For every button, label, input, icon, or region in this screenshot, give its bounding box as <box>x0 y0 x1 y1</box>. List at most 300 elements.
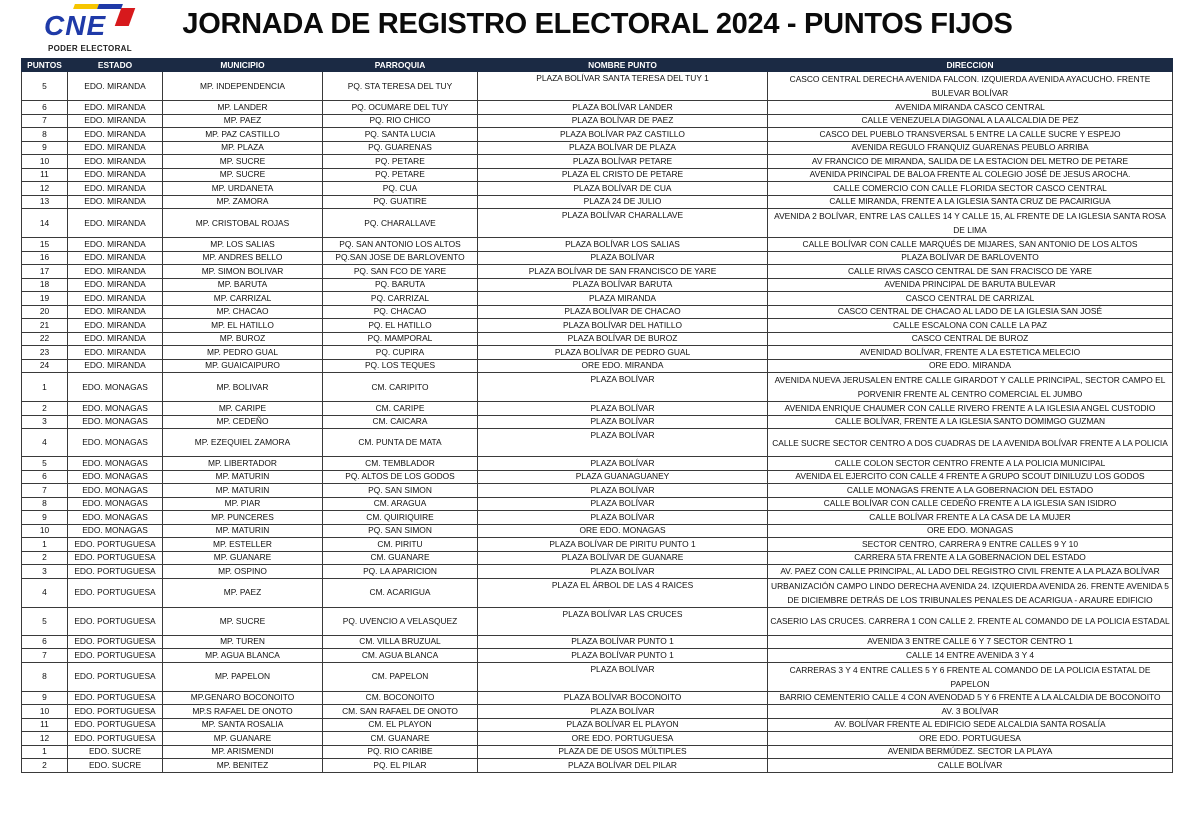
cell-nombre-punto: PLAZA BOLÍVAR <box>478 429 768 457</box>
cell-nombre-punto: PLAZA BOLÍVAR <box>478 565 768 579</box>
cell-puntos: 10 <box>22 705 68 719</box>
table-row <box>22 155 1173 169</box>
cell-direccion: AVENIDA EL EJERCITO CON CALLE 4 FRENTE A GRUPO SCOUT DINILUZU LOS GODOS <box>768 470 1173 484</box>
cell-direccion: CALLE MONAGAS FRENTE A LA GOBERNACION DEL ESTADO <box>768 484 1173 498</box>
table-row <box>22 551 1173 565</box>
cell-direccion: BARRIO CEMENTERIO CALLE 4 CON AVENODAD 5 Y 6 FRENTE A LA ALCALDIA DE BOCONOITO <box>768 691 1173 705</box>
cell-nombre-punto: PLAZA BOLÍVAR PUNTO 1 <box>478 635 768 649</box>
cell-estado: EDO. PORTUGUESA <box>68 649 163 663</box>
cell-puntos: 8 <box>22 128 68 142</box>
cell-direccion: CALLE SUCRE SECTOR CENTRO A DOS CUADRAS DE LA AVENIDA BOLÍVAR FRENTE A LA POLICIA <box>768 429 1173 457</box>
table-row <box>22 745 1173 759</box>
cell-nombre-punto: ORE EDO. PORTUGUESA <box>478 732 768 746</box>
cell-puntos: 4 <box>22 429 68 457</box>
table-row <box>22 415 1173 429</box>
cell-parroquia: PQ. GUATIRE <box>323 195 478 209</box>
cell-direccion: CALLE COMERCIO CON CALLE FLORIDA SECTOR CASCO CENTRAL <box>768 182 1173 196</box>
table-row <box>22 402 1173 416</box>
cell-estado: EDO. PORTUGUESA <box>68 662 163 691</box>
table-row <box>22 101 1173 115</box>
cell-municipio: MP. LANDER <box>163 101 323 115</box>
cell-direccion: SECTOR CENTRO, CARRERA 9 ENTRE CALLES 9 Y 10 <box>768 538 1173 552</box>
cell-estado: EDO. PORTUGUESA <box>68 578 163 607</box>
cell-nombre-punto: PLAZA BOLÍVAR BARUTA <box>478 278 768 292</box>
page-header <box>0 0 1195 58</box>
cell-puntos: 1 <box>22 745 68 759</box>
cell-direccion: URBANIZACIÓN CAMPO LINDO DERECHA AVENIDA 24. IZQUIERDA AVENIDA 26. FRENTE AVENIDA 5 DE DICIEMBRE DETRÁS DE LOS TRIBUNALES PENALES DE ACARIGUA - ARAURE EDIFICIO <box>768 578 1173 607</box>
table-row <box>22 607 1173 635</box>
cell-municipio: MP. ESTELLER <box>163 538 323 552</box>
table-row <box>22 511 1173 525</box>
cell-puntos: 11 <box>22 718 68 732</box>
cell-estado: EDO. MONAGAS <box>68 373 163 402</box>
cell-nombre-punto: PLAZA BOLÍVAR DE SAN FRANCISCO DE YARE <box>478 265 768 279</box>
cell-municipio: MP. SUCRE <box>163 607 323 635</box>
cell-puntos: 10 <box>22 524 68 538</box>
cell-nombre-punto: PLAZA BOLÍVAR BOCONOITO <box>478 691 768 705</box>
cell-puntos: 3 <box>22 415 68 429</box>
cell-nombre-punto: PLAZA 24 DE JULIO <box>478 195 768 209</box>
cell-direccion: CALLE COLON SECTOR CENTRO FRENTE A LA POLICIA MUNICIPAL <box>768 457 1173 471</box>
cell-estado: EDO. MIRANDA <box>68 265 163 279</box>
cell-direccion: AVENIDA PRINCIPAL DE BARUTA BULEVAR <box>768 278 1173 292</box>
column-header-puntos: PUNTOS <box>22 59 68 72</box>
cell-parroquia: PQ. GUARENAS <box>323 141 478 155</box>
cell-direccion: CASCO CENTRAL DERECHA AVENIDA FALCON. IZQUIERDA AVENIDA AYACUCHO. FRENTE BULEVAR BOLÍVAR <box>768 72 1173 101</box>
cell-estado: EDO. MIRANDA <box>68 182 163 196</box>
cell-estado: EDO. MONAGAS <box>68 415 163 429</box>
table-header-row <box>22 59 1173 72</box>
cell-direccion: ORE EDO. MONAGAS <box>768 524 1173 538</box>
cell-nombre-punto: PLAZA GUANAGUANEY <box>478 470 768 484</box>
table-row <box>22 278 1173 292</box>
cell-municipio: MP. BOLIVAR <box>163 373 323 402</box>
cell-puntos: 6 <box>22 635 68 649</box>
cell-parroquia: PQ.SAN JOSE DE BARLOVENTO <box>323 251 478 265</box>
cell-estado: EDO. MIRANDA <box>68 292 163 306</box>
registration-points-table <box>21 58 1173 773</box>
cell-estado: EDO. SUCRE <box>68 745 163 759</box>
cell-puntos: 9 <box>22 691 68 705</box>
cell-estado: EDO. MIRANDA <box>68 278 163 292</box>
cell-parroquia: PQ. SANTA LUCIA <box>323 128 478 142</box>
column-header-direccion: DIRECCION <box>768 59 1173 72</box>
cell-estado: EDO. MIRANDA <box>68 72 163 101</box>
cell-puntos: 3 <box>22 565 68 579</box>
cell-estado: EDO. PORTUGUESA <box>68 718 163 732</box>
table-row <box>22 128 1173 142</box>
cell-municipio: MP. EZEQUIEL ZAMORA <box>163 429 323 457</box>
cell-municipio: MP. CARRIZAL <box>163 292 323 306</box>
cell-nombre-punto: PLAZA MIRANDA <box>478 292 768 306</box>
cell-direccion: CASERIO LAS CRUCES. CARRERA 1 CON CALLE 2. FRENTE AL COMANDO DE LA POLICIA ESTADAL <box>768 607 1173 635</box>
cell-puntos: 24 <box>22 359 68 373</box>
cell-direccion: AVENIDA 3 ENTRE CALLE 6 Y 7 SECTOR CENTRO 1 <box>768 635 1173 649</box>
cell-parroquia: PQ. SAN SIMON <box>323 524 478 538</box>
table-row <box>22 141 1173 155</box>
cell-municipio: MP. GUAICAIPURO <box>163 359 323 373</box>
cell-puntos: 6 <box>22 470 68 484</box>
cell-municipio: MP. CRISTOBAL ROJAS <box>163 209 323 238</box>
cell-parroquia: CM. TEMBLADOR <box>323 457 478 471</box>
cell-puntos: 1 <box>22 538 68 552</box>
cell-direccion: CALLE MIRANDA, FRENTE A LA IGLESIA SANTA CRUZ DE PACAIRIGUA <box>768 195 1173 209</box>
cell-direccion: CASCO CENTRAL DE CARRIZAL <box>768 292 1173 306</box>
cell-nombre-punto: PLAZA BOLÍVAR <box>478 511 768 525</box>
logo-subtext: PODER ELECTORAL <box>48 44 132 53</box>
cell-municipio: MP. URDANETA <box>163 182 323 196</box>
cell-municipio: MP. LOS SALIAS <box>163 238 323 252</box>
cell-estado: EDO. MIRANDA <box>68 251 163 265</box>
cell-estado: EDO. PORTUGUESA <box>68 691 163 705</box>
cell-estado: EDO. MIRANDA <box>68 319 163 333</box>
cell-estado: EDO. MIRANDA <box>68 305 163 319</box>
cell-municipio: MP.S RAFAEL DE ONOTO <box>163 705 323 719</box>
cell-estado: EDO. MIRANDA <box>68 209 163 238</box>
cell-direccion: AVENIDA BERMÚDEZ. SECTOR LA PLAYA <box>768 745 1173 759</box>
cell-nombre-punto: PLAZA BOLÍVAR DE PEDRO GUAL <box>478 346 768 360</box>
cell-parroquia: CM. PIRITU <box>323 538 478 552</box>
cell-parroquia: CM. BOCONOITO <box>323 691 478 705</box>
cell-parroquia: PQ. STA TERESA DEL TUY <box>323 72 478 101</box>
cell-direccion: ORE EDO. PORTUGUESA <box>768 732 1173 746</box>
cell-nombre-punto: PLAZA BOLÍVAR <box>478 415 768 429</box>
cell-nombre-punto: PLAZA BOLÍVAR DE CUA <box>478 182 768 196</box>
cell-nombre-punto: PLAZA BOLÍVAR LOS SALIAS <box>478 238 768 252</box>
cell-parroquia: PQ. EL PILAR <box>323 759 478 773</box>
cell-municipio: MP. TUREN <box>163 635 323 649</box>
cell-nombre-punto: PLAZA DE DE USOS MÚLTIPLES <box>478 745 768 759</box>
cell-puntos: 11 <box>22 168 68 182</box>
cell-municipio: MP.GENARO BOCONOITO <box>163 691 323 705</box>
table-row <box>22 484 1173 498</box>
cell-parroquia: PQ. ALTOS DE LOS GODOS <box>323 470 478 484</box>
cell-puntos: 22 <box>22 332 68 346</box>
cell-direccion: CALLE VENEZUELA DIAGONAL A LA ALCALDIA DE PEZ <box>768 114 1173 128</box>
cell-estado: EDO. MIRANDA <box>68 114 163 128</box>
table-row <box>22 497 1173 511</box>
table-row <box>22 457 1173 471</box>
cell-puntos: 14 <box>22 209 68 238</box>
cell-direccion: ORE EDO. MIRANDA <box>768 359 1173 373</box>
cell-direccion: CASCO DEL PUEBLO TRANSVERSAL 5 ENTRE LA CALLE SUCRE Y ESPEJO <box>768 128 1173 142</box>
cell-direccion: CARRERAS 3 Y 4 ENTRE CALLES 5 Y 6 FRENTE AL COMANDO DE LA POLICIA ESTATAL DE PAPELON <box>768 662 1173 691</box>
cell-nombre-punto: PLAZA BOLÍVAR DE GUANARE <box>478 551 768 565</box>
cell-puntos: 8 <box>22 497 68 511</box>
cell-estado: EDO. MIRANDA <box>68 332 163 346</box>
cell-nombre-punto: PLAZA BOLÍVAR <box>478 705 768 719</box>
cell-municipio: MP. PIAR <box>163 497 323 511</box>
cell-municipio: MP. EL HATILLO <box>163 319 323 333</box>
cell-parroquia: PQ. CHACAO <box>323 305 478 319</box>
table-row <box>22 759 1173 773</box>
cell-puntos: 23 <box>22 346 68 360</box>
cell-estado: EDO. MIRANDA <box>68 359 163 373</box>
cell-nombre-punto: ORE EDO. MONAGAS <box>478 524 768 538</box>
table-row <box>22 251 1173 265</box>
table-row <box>22 168 1173 182</box>
cell-direccion: AV. 3 BOLÍVAR <box>768 705 1173 719</box>
table-row <box>22 538 1173 552</box>
cell-puntos: 19 <box>22 292 68 306</box>
table-row <box>22 691 1173 705</box>
cell-parroquia: PQ. CUA <box>323 182 478 196</box>
cell-parroquia: CM. CAICARA <box>323 415 478 429</box>
cell-direccion: AVENIDAD BOLÍVAR, FRENTE A LA ESTETICA MELECIO <box>768 346 1173 360</box>
cell-puntos: 4 <box>22 578 68 607</box>
cell-puntos: 5 <box>22 457 68 471</box>
cell-nombre-punto: PLAZA BOLÍVAR DEL PILAR <box>478 759 768 773</box>
cell-nombre-punto: PLAZA BOLÍVAR PUNTO 1 <box>478 649 768 663</box>
table-row <box>22 182 1173 196</box>
cell-estado: EDO. PORTUGUESA <box>68 538 163 552</box>
cell-estado: EDO. PORTUGUESA <box>68 551 163 565</box>
table-row <box>22 635 1173 649</box>
cell-puntos: 20 <box>22 305 68 319</box>
cell-puntos: 16 <box>22 251 68 265</box>
cell-estado: EDO. MONAGAS <box>68 511 163 525</box>
cell-nombre-punto: PLAZA BOLÍVAR PETARE <box>478 155 768 169</box>
cell-direccion: PLAZA BOLÍVAR DE BARLOVENTO <box>768 251 1173 265</box>
cell-municipio: MP. INDEPENDENCIA <box>163 72 323 101</box>
cell-municipio: MP. SUCRE <box>163 155 323 169</box>
cell-direccion: CALLE ESCALONA CON CALLE LA PAZ <box>768 319 1173 333</box>
cell-puntos: 12 <box>22 182 68 196</box>
cell-estado: EDO. MIRANDA <box>68 128 163 142</box>
table-row <box>22 373 1173 402</box>
cell-municipio: MP. SIMON BOLIVAR <box>163 265 323 279</box>
cell-direccion: CALLE BOLÍVAR CON CALLE CEDEÑO FRENTE A LA IGLESIA SAN ISIDRO <box>768 497 1173 511</box>
cell-municipio: MP. MATURIN <box>163 470 323 484</box>
table-row <box>22 732 1173 746</box>
table-row <box>22 238 1173 252</box>
cell-municipio: MP. PAPELON <box>163 662 323 691</box>
cell-direccion: CALLE RIVAS CASCO CENTRAL DE SAN FRACISCO DE YARE <box>768 265 1173 279</box>
table-row <box>22 209 1173 238</box>
cell-nombre-punto: PLAZA BOLÍVAR SANTA TERESA DEL TUY 1 <box>478 72 768 101</box>
column-header-nombre-punto: NOMBRE PUNTO <box>478 59 768 72</box>
table-row <box>22 114 1173 128</box>
cell-parroquia: CM. GUANARE <box>323 551 478 565</box>
cell-parroquia: PQ. SAN SIMON <box>323 484 478 498</box>
cell-municipio: MP. PAEZ <box>163 114 323 128</box>
cell-parroquia: PQ. SAN FCO DE YARE <box>323 265 478 279</box>
cell-direccion: CALLE 14 ENTRE AVENIDA 3 Y 4 <box>768 649 1173 663</box>
cell-municipio: MP. PEDRO GUAL <box>163 346 323 360</box>
cell-puntos: 8 <box>22 662 68 691</box>
cell-direccion: CALLE BOLÍVAR <box>768 759 1173 773</box>
cell-parroquia: CM. CARIPE <box>323 402 478 416</box>
cell-puntos: 5 <box>22 72 68 101</box>
cell-parroquia: PQ. PETARE <box>323 155 478 169</box>
cell-direccion: CASCO CENTRAL DE CHACAO AL LADO DE LA IGLESIA SAN JOSÉ <box>768 305 1173 319</box>
cell-puntos: 9 <box>22 141 68 155</box>
cell-direccion: AVENIDA REGULO FRANQUIZ GUARENAS PEUBLO ARRIBA <box>768 141 1173 155</box>
cell-direccion: AVENIDA MIRANDA CASCO CENTRAL <box>768 101 1173 115</box>
cell-direccion: AV. BOLÍVAR FRENTE AL EDIFICIO SEDE ALCALDIA SANTA ROSALÍA <box>768 718 1173 732</box>
cell-municipio: MP. PUNCERES <box>163 511 323 525</box>
cell-parroquia: CM. ARAGUA <box>323 497 478 511</box>
cell-estado: EDO. SUCRE <box>68 759 163 773</box>
cell-puntos: 7 <box>22 114 68 128</box>
cell-parroquia: CM. PAPELON <box>323 662 478 691</box>
cell-direccion: AV FRANCICO DE MIRANDA, SALIDA DE LA ESTACION DEL METRO DE PETARE <box>768 155 1173 169</box>
cell-estado: EDO. PORTUGUESA <box>68 607 163 635</box>
table-row <box>22 305 1173 319</box>
cell-estado: EDO. MIRANDA <box>68 141 163 155</box>
cell-puntos: 2 <box>22 402 68 416</box>
cell-municipio: MP. GUANARE <box>163 551 323 565</box>
cell-municipio: MP. ZAMORA <box>163 195 323 209</box>
cell-direccion: AVENIDA ENRIQUE CHAUMER CON CALLE RIVERO FRENTE A LA IGLESIA ANGEL CUSTODIO <box>768 402 1173 416</box>
cell-direccion: CASCO CENTRAL DE BUROZ <box>768 332 1173 346</box>
cell-puntos: 2 <box>22 759 68 773</box>
column-header-municipio: MUNICIPIO <box>163 59 323 72</box>
cell-parroquia: PQ. CHARALLAVE <box>323 209 478 238</box>
cell-puntos: 10 <box>22 155 68 169</box>
cell-municipio: MP. MATURIN <box>163 484 323 498</box>
cell-parroquia: PQ. CUPIRA <box>323 346 478 360</box>
table-row <box>22 292 1173 306</box>
cell-parroquia: PQ. PETARE <box>323 168 478 182</box>
cell-municipio: MP. MATURIN <box>163 524 323 538</box>
cell-puntos: 17 <box>22 265 68 279</box>
cell-direccion: AV. PAEZ CON CALLE PRINCIPAL, AL LADO DEL REGISTRO CIVIL FRENTE A LA PLAZA BOLÍVAR <box>768 565 1173 579</box>
cell-estado: EDO. PORTUGUESA <box>68 732 163 746</box>
cell-nombre-punto: PLAZA BOLÍVAR CHARALLAVE <box>478 209 768 238</box>
cell-nombre-punto: PLAZA BOLÍVAR <box>478 373 768 402</box>
cell-estado: EDO. MIRANDA <box>68 101 163 115</box>
cell-nombre-punto: PLAZA BOLÍVAR <box>478 497 768 511</box>
cell-puntos: 7 <box>22 649 68 663</box>
cell-nombre-punto: PLAZA BOLÍVAR DE CHACAO <box>478 305 768 319</box>
cell-estado: EDO. MONAGAS <box>68 484 163 498</box>
cell-nombre-punto: PLAZA BOLÍVAR DEL HATILLO <box>478 319 768 333</box>
cell-nombre-punto: PLAZA BOLÍVAR <box>478 457 768 471</box>
cell-estado: EDO. MIRANDA <box>68 168 163 182</box>
cell-direccion: CALLE BOLÍVAR FRENTE A LA CASA DE LA MUJER <box>768 511 1173 525</box>
cell-parroquia: CM. PUNTA DE MATA <box>323 429 478 457</box>
cell-nombre-punto: PLAZA EL CRISTO DE PETARE <box>478 168 768 182</box>
cell-municipio: MP. BUROZ <box>163 332 323 346</box>
cell-puntos: 6 <box>22 101 68 115</box>
cell-parroquia: PQ. LA APARICION <box>323 565 478 579</box>
column-header-parroquia: PARROQUIA <box>323 59 478 72</box>
page-title: JORNADA DE REGISTRO ELECTORAL 2024 - PUNTOS FIJOS <box>182 8 1013 40</box>
cell-municipio: MP. ARISMENDI <box>163 745 323 759</box>
table-row <box>22 72 1173 101</box>
cell-nombre-punto: PLAZA BOLÍVAR DE PLAZA <box>478 141 768 155</box>
cell-parroquia: CM. GUANARE <box>323 732 478 746</box>
table-body <box>22 72 1173 773</box>
cell-parroquia: CM. EL PLAYON <box>323 718 478 732</box>
table-row <box>22 332 1173 346</box>
cell-nombre-punto: PLAZA BOLÍVAR DE PIRITU PUNTO 1 <box>478 538 768 552</box>
cell-puntos: 5 <box>22 607 68 635</box>
cell-municipio: MP. CARIPE <box>163 402 323 416</box>
cell-puntos: 2 <box>22 551 68 565</box>
logo-text: CNE <box>44 10 107 41</box>
cell-parroquia: CM. CARIPITO <box>323 373 478 402</box>
cell-nombre-punto: PLAZA BOLÍVAR <box>478 484 768 498</box>
column-header-estado: ESTADO <box>68 59 163 72</box>
cell-parroquia: PQ. UVENCIO A VELASQUEZ <box>323 607 478 635</box>
cell-municipio: MP. SUCRE <box>163 168 323 182</box>
cell-estado: EDO. MONAGAS <box>68 524 163 538</box>
cell-direccion: CALLE BOLÍVAR, FRENTE A LA IGLESIA SANTO DOMIMGO GUZMAN <box>768 415 1173 429</box>
cell-parroquia: PQ. LOS TEQUES <box>323 359 478 373</box>
cell-parroquia: PQ. RIO CARIBE <box>323 745 478 759</box>
cell-nombre-punto: PLAZA BOLÍVAR EL PLAYON <box>478 718 768 732</box>
cell-nombre-punto: PLAZA BOLÍVAR <box>478 402 768 416</box>
table-row <box>22 705 1173 719</box>
cell-estado: EDO. MIRANDA <box>68 346 163 360</box>
cell-nombre-punto: PLAZA BOLÍVAR DE BUROZ <box>478 332 768 346</box>
cell-puntos: 9 <box>22 511 68 525</box>
cell-municipio: MP. SANTA ROSALIA <box>163 718 323 732</box>
table-row <box>22 718 1173 732</box>
cell-parroquia: CM. VILLA BRUZUAL <box>323 635 478 649</box>
cell-estado: EDO. PORTUGUESA <box>68 635 163 649</box>
cell-municipio: MP. OSPINO <box>163 565 323 579</box>
cell-estado: EDO. MONAGAS <box>68 497 163 511</box>
cell-parroquia: PQ. OCUMARE DEL TUY <box>323 101 478 115</box>
cell-municipio: MP. PAEZ <box>163 578 323 607</box>
table-row <box>22 565 1173 579</box>
table-row <box>22 265 1173 279</box>
cell-estado: EDO. MIRANDA <box>68 195 163 209</box>
cell-estado: EDO. MONAGAS <box>68 470 163 484</box>
cell-estado: EDO. MONAGAS <box>68 402 163 416</box>
cell-estado: EDO. PORTUGUESA <box>68 565 163 579</box>
table-row <box>22 319 1173 333</box>
cell-puntos: 7 <box>22 484 68 498</box>
cell-parroquia: PQ. MAMPORAL <box>323 332 478 346</box>
cell-puntos: 1 <box>22 373 68 402</box>
cell-nombre-punto: PLAZA BOLÍVAR LAS CRUCES <box>478 607 768 635</box>
cell-direccion: AVENIDA PRINCIPAL DE BALOA FRENTE AL COLEGIO JOSÉ DE JESUS AROCHA. <box>768 168 1173 182</box>
cell-estado: EDO. MONAGAS <box>68 457 163 471</box>
table-row <box>22 195 1173 209</box>
cell-nombre-punto: PLAZA EL ÁRBOL DE LAS 4 RAICES <box>478 578 768 607</box>
cell-parroquia: PQ. CARRIZAL <box>323 292 478 306</box>
cell-puntos: 21 <box>22 319 68 333</box>
cell-direccion: AVENIDA NUEVA JERUSALEN ENTRE CALLE GIRARDOT Y CALLE PRINCIPAL, SECTOR CAMPO EL PORVENIR FRENTE AL CENTRO COMERCIAL EL JUMBO <box>768 373 1173 402</box>
table-row <box>22 346 1173 360</box>
cell-municipio: MP. BENITEZ <box>163 759 323 773</box>
table-row <box>22 470 1173 484</box>
cell-parroquia: CM. AGUA BLANCA <box>323 649 478 663</box>
cell-estado: EDO. MONAGAS <box>68 429 163 457</box>
table-row <box>22 578 1173 607</box>
cell-parroquia: CM. SAN RAFAEL DE ONOTO <box>323 705 478 719</box>
cell-parroquia: PQ. SAN ANTONIO LOS ALTOS <box>323 238 478 252</box>
cell-municipio: MP. BARUTA <box>163 278 323 292</box>
cell-nombre-punto: PLAZA BOLÍVAR <box>478 662 768 691</box>
cell-municipio: MP. CEDEÑO <box>163 415 323 429</box>
cell-municipio: MP. LIBERTADOR <box>163 457 323 471</box>
table-row <box>22 649 1173 663</box>
cell-parroquia: PQ. BARUTA <box>323 278 478 292</box>
cell-municipio: MP. PLAZA <box>163 141 323 155</box>
table-row <box>22 429 1173 457</box>
cell-parroquia: PQ. RIO CHICO <box>323 114 478 128</box>
table-row <box>22 662 1173 691</box>
cell-municipio: MP. GUANARE <box>163 732 323 746</box>
cell-puntos: 12 <box>22 732 68 746</box>
cell-parroquia: CM. QUIRIQUIRE <box>323 511 478 525</box>
cell-municipio: MP. ANDRES BELLO <box>163 251 323 265</box>
